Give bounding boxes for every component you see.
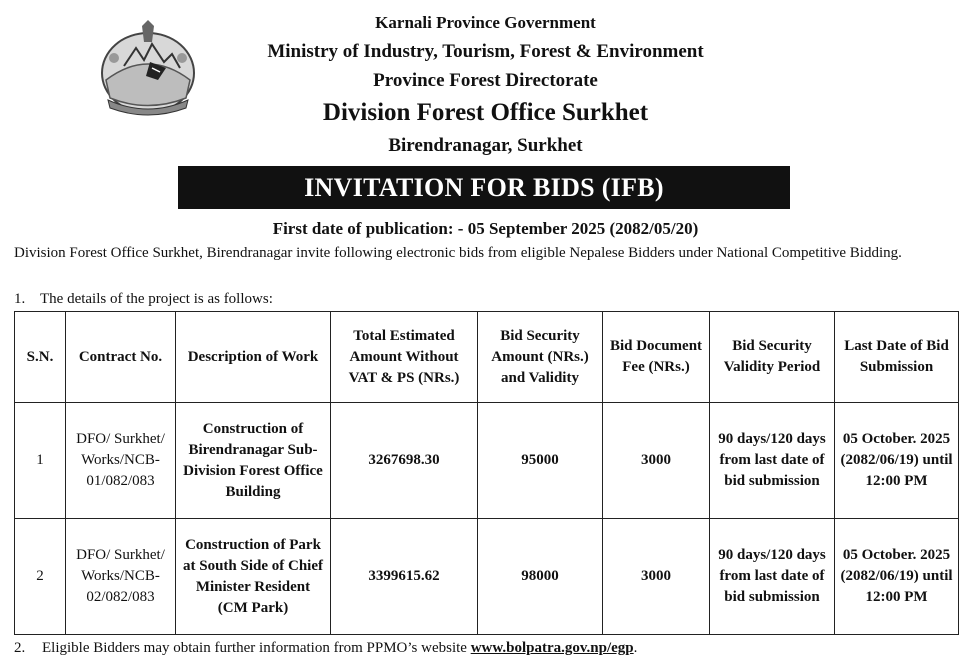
header-estimated-amount: Total Estimated Amount Without VAT & PS (NRs.) [331, 312, 478, 403]
cell-bid-security: 98000 [478, 519, 603, 635]
cell-description: Construction of Birendranagar Sub-Division Forest Office Building [176, 403, 331, 519]
point-2-end: . [633, 640, 638, 656]
point-2-text: Eligible Bidders may obtain further information from PPMO’s website [42, 640, 471, 656]
ministry-name: Ministry of Industry, Tourism, Forest & Environment [267, 41, 704, 62]
cell-contract-no: DFO/ Surkhet/ Works/NCB-01/082/083 [66, 403, 176, 519]
cell-last-date: 05 October. 2025 (2082/06/19) until 12:00 PM [835, 403, 959, 519]
cell-document-fee: 3000 [603, 519, 710, 635]
government-name: Karnali Province Government [375, 13, 596, 32]
bolpatra-link[interactable]: www.bolpatra.gov.np/egp [470, 640, 634, 656]
cell-last-date: 05 October. 2025 (2082/06/19) until 12:00 PM [835, 519, 959, 635]
point-1-text: The details of the project is as follows: [40, 291, 273, 307]
header-contract-no: Contract No. [66, 312, 176, 403]
bids-table [14, 311, 959, 635]
cell-sn: 1 [15, 403, 66, 519]
directorate-name: Province Forest Directorate [373, 70, 598, 91]
point-2-number: 2. [14, 640, 26, 656]
cell-bid-security: 95000 [478, 403, 603, 519]
point-2 [14, 638, 637, 658]
cell-document-fee: 3000 [603, 403, 710, 519]
publication-date: First date of publication: - 05 September 2025 (2082/05/20) [272, 219, 699, 238]
header-last-date: Last Date of Bid Submission [835, 312, 959, 403]
header-validity-period: Bid Security Validity Period [710, 312, 835, 403]
cell-sn: 2 [15, 519, 66, 635]
table-row [15, 403, 959, 519]
table-row [15, 519, 959, 635]
cell-contract-no: DFO/ Surkhet/ Works/NCB-02/082/083 [66, 519, 176, 635]
header-sn: S.N. [15, 312, 66, 403]
cell-description: Construction of Park at South Side of Chief Minister Resident (CM Park) [176, 519, 331, 635]
intro-paragraph: Division Forest Office Surkhet, Birendranagar invite following electronic bids from eligible Nepalese Bidders under National Competitive Bidding. [14, 245, 902, 261]
office-location: Birendranagar, Surkhet [388, 135, 583, 156]
cell-validity-period: 90 days/120 days from last date of bid submission [710, 519, 835, 635]
point-1-number: 1. [14, 291, 26, 307]
notice-title: INVITATION FOR BIDS (IFB) [178, 166, 790, 209]
cell-estimated-amount: 3267698.30 [331, 403, 478, 519]
division-name: Division Forest Office Surkhet [322, 99, 649, 126]
cell-validity-period: 90 days/120 days from last date of bid submission [710, 403, 835, 519]
cell-estimated-amount: 3399615.62 [331, 519, 478, 635]
table-header-row [15, 312, 959, 403]
letterhead [0, 8, 971, 162]
header-bid-security: Bid Security Amount (NRs.) and Validity [478, 312, 603, 403]
point-1 [14, 289, 273, 309]
header-description: Description of Work [176, 312, 331, 403]
header-document-fee: Bid Document Fee (NRs.) [603, 312, 710, 403]
